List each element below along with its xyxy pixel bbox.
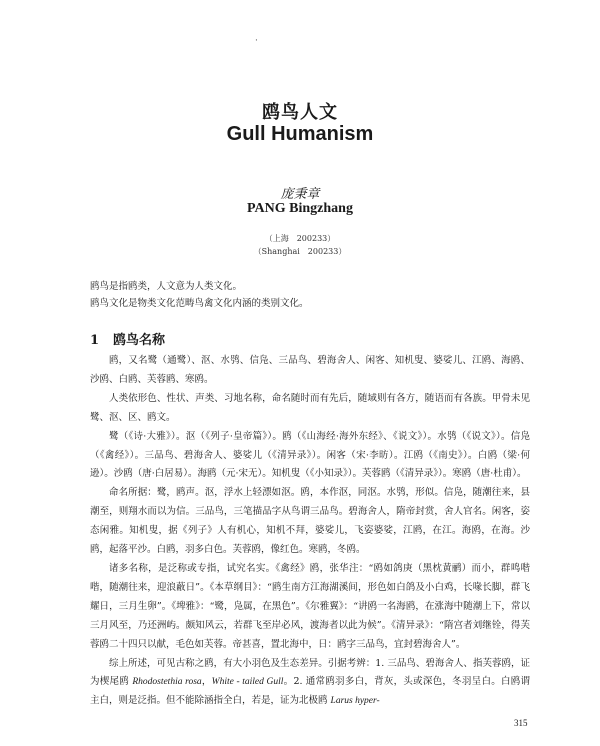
section-number: 1 xyxy=(90,333,100,348)
header-mark: · xyxy=(255,36,258,46)
latin-name-1: Rhodostethia rosa xyxy=(132,677,202,688)
paragraph-basis: 命名所据：鹭，鸥声。沤，浮水上轻漂如沤。鸥，本作沤，同沤。水鸮，形似。信凫，随潮往来，县潮至，则翔水而以为信。三品鸟，三笔描品字从鸟谓三品鸟。碧海舍人，隋帝封赏，舍人官名。闲客，姿态闲雅。知机叟，据《列子》人有机心，知机不拜，婆娑儿，飞姿婆娑，江鸥，在江。海鸥，在海。沙鸥，起落平沙。白鸥，羽多白色。芙蓉鸥，像红色。寒鸥，冬鸥。 xyxy=(90,487,530,556)
summary-text-1: 综上所述，可见古称之鸥，有大小羽色及生态差异。引据考辨：1. 三品鸟、碧海舍人、指芙蓉鸥，证为楔尾鸥 xyxy=(90,657,530,688)
paragraph-summary xyxy=(90,655,530,712)
latin-name-2: White - tailed Gull xyxy=(211,677,284,688)
page-number: 315 xyxy=(514,718,528,728)
summary-text-3: 。2. 通常鸥羽多白，背灰，头或深色，冬羽呈白。白鸥谓主白，则是泛指。但不能除涵指全白，若是，证为北极鸥 xyxy=(90,676,530,707)
paragraph-names: 鸥，又名鹭（通鹭）、沤、水鸮、信凫、三品鸟、碧海舍人、闲客、知机叟、婆娑儿、江鸥、海鸥、沙鸥、白鸥、芙蓉鸥、寒鸥。 xyxy=(90,355,530,385)
title-chinese: 鸥鸟人文 xyxy=(262,102,338,123)
abstract-line-1: 鸥鸟是指鸥类，人文意为人类文化。 xyxy=(90,281,243,292)
section-title: 鸥鸟名称 xyxy=(113,333,166,348)
section-heading xyxy=(90,329,165,348)
summary-text-2: ， xyxy=(201,676,212,688)
abstract-line-2: 鸥鸟文化是物类文化范畴鸟禽文化内涵的类别文化。 xyxy=(90,298,309,309)
paragraph-research: 诸多名称，是泛称或专指，试究名实。《禽经》鸥，张华注：“鸥如鸽庚（黑枕黄鹂）而小，群鸣喈喈，随潮往来，迎浪蔽日”。《本草纲目》：“鸥生南方江海湖溪间，形色如白鸽及小白鸡，长喙长脚，群飞耀日，三月生卵”。《埤雅》：“鹭，凫属，在黑色”。《尔雅翼》：“讲鸥一名海鸥，在涨海中随潮上下，常以三月风至，乃还洲屿。颇知风云，若群飞至岸必风，渡海者以此为候”。《清异录》：“隋宫者刘继铨，得芙蓉鸥二十四只以献，毛色如芙蓉。帝甚喜，置北海中，日：鸥字三品鸟，宜封碧海舍人”。 xyxy=(90,562,530,650)
paragraph-sources: 鹭（《诗·大雅》）。沤（《列子·皇帝篇》）。鸥（《山海经·海外东经》、《说文》）。水鸮（《说文》）。信凫（《禽经》）。三品鸟、碧海舍人、婆娑儿（《清异录》）。闲客（宋·李昉）。江鸥（《南史》）。白鸥（梁·何逊）。沙鸥（唐·白居易）。海鸥（元·宋无）。知机叟（《小知录》）。芙蓉鸥（《清异录》）。寒鸥（唐·杜甫）。 xyxy=(90,430,530,480)
address-chinese: （上海 200233） xyxy=(264,234,336,243)
body-text xyxy=(90,352,530,711)
author-chinese: 庞秉章 xyxy=(280,187,320,202)
address-english: （Shanghai 200233） xyxy=(253,247,347,256)
latin-name-3: Larus hyper- xyxy=(330,696,380,707)
title-english: Gull Humanism xyxy=(226,123,374,145)
author-english: PANG Bingzhang xyxy=(247,201,353,216)
paragraph-naming: 人类依形色、性状、声类、习地名称，命名随时而有先后，随域则有各方，随语而有各族。甲骨未见鹭、沤、区、鸥文。 xyxy=(90,392,530,423)
